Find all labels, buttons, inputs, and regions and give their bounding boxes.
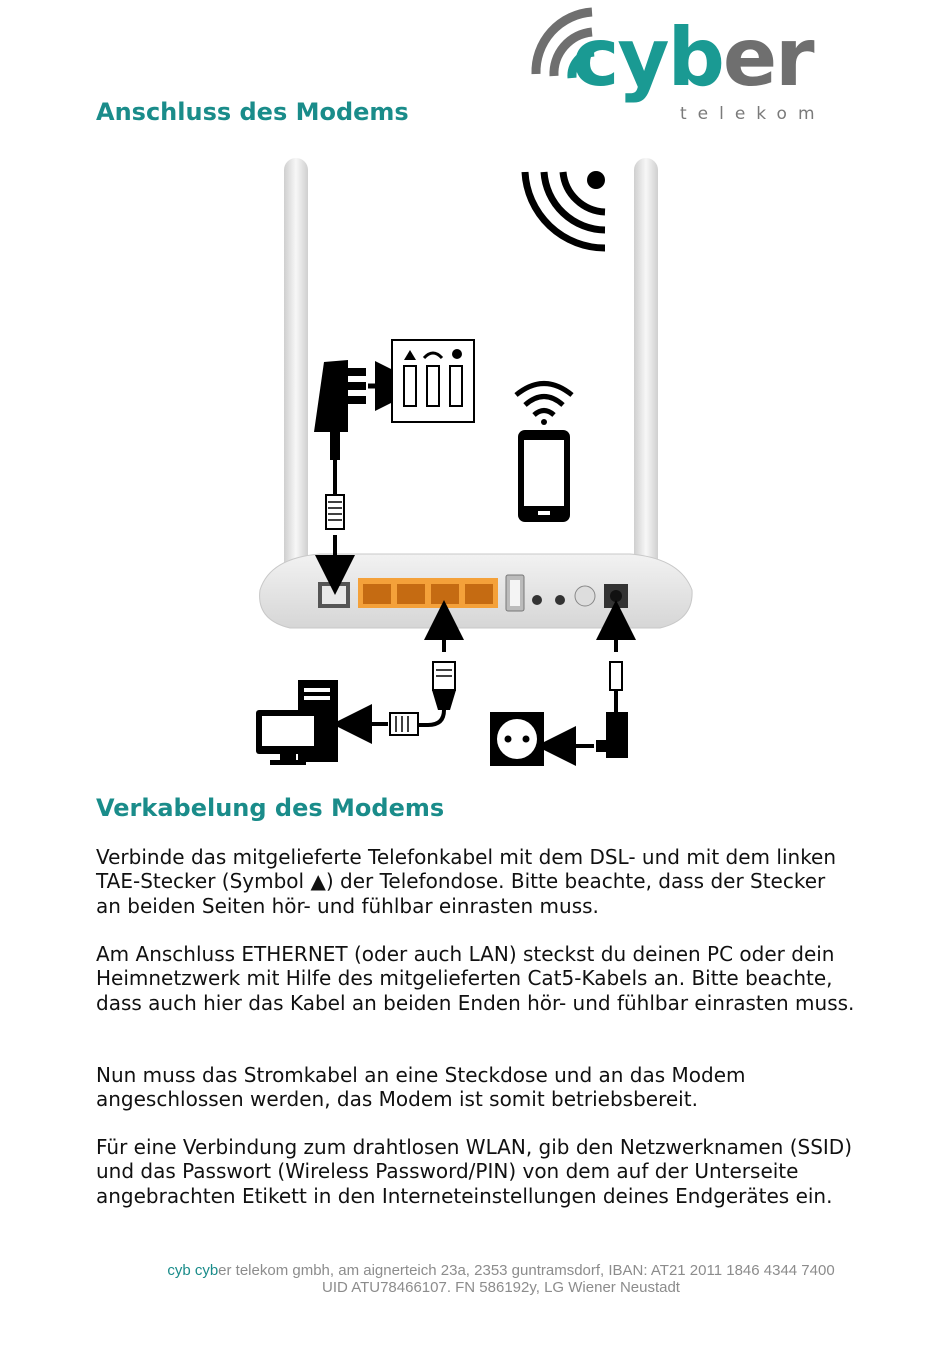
power-adapter-icon [556,620,628,758]
heading-connection: Anschluss des Modems [96,98,409,126]
company-logo [528,4,848,124]
paragraph-ethernet: Am Anschluss ETHERNET (oder auch LAN) steckst du deinen PC oder dein Heimnetzwerk mit Hilfe des mitgelieferten Cat5-Kabels an. Bitte beachte, dass auch hier das Kabel an beiden Enden hör- und fühlbar einrasten muss. [96,942,855,1015]
footer-company-line: cyb cyber telekom gmbh, am aignerteich 23a, 2353 guntramsdorf, IBAN: AT21 2011 1846 4344 7400 [167,1262,835,1279]
computer-icon [256,680,338,765]
tae-plug-icon [314,360,400,495]
modem-connection-diagram [240,150,710,780]
lan-cable [352,620,456,735]
smartphone-wifi-icon [516,384,572,523]
paragraph-power: Nun muss das Stromkabel an eine Steckdose und an das Modem angeschlossen werden, das Modem ist somit betriebsbereit. [96,1063,746,1112]
heading-cabling: Verkabelung des Modems [96,794,445,822]
footer-registry-line: UID ATU78466107. FN 586192y, LG Wiener Neustadt [322,1279,680,1296]
tae-socket-icon [392,340,474,422]
paragraph-dsl: Verbinde das mitgelieferte Telefonkabel mit dem DSL- und mit dem linken TAE-Stecker (Symbol ▲) der Telefondose. Bitte beachte, dass der Stecker an beiden Seiten hör- und fühlbar einrasten muss. [96,845,837,918]
wps-signal-icon [525,171,605,248]
logo-wordmark: cyber [572,11,813,104]
paragraph-wlan: Für eine Verbindung zum drahtlosen WLAN, gib den Netzwerknamen (SSID) und das Passwort (Wireless Password/PIN) von dem auf der Unterseite angebrachten Etikett in den Interneteinstellungen deines Endgerätes ein. [96,1135,852,1208]
power-socket-icon [490,712,544,766]
logo-subtitle: telekom [680,104,826,124]
